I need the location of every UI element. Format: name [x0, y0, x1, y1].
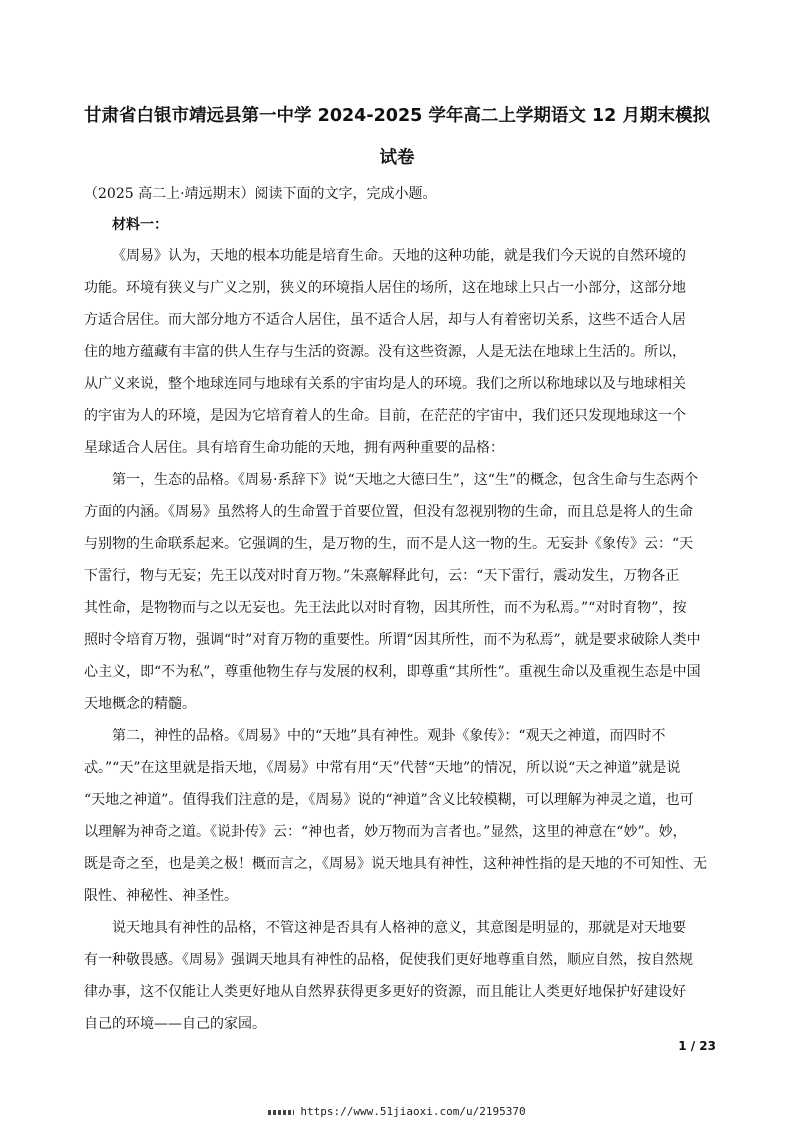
text-line: 天地概念的精髓。 — [84, 696, 196, 712]
text-line: 的宇宙为人的环境，是因为它培育着人的生命。目前，在茫茫的宇宙中，我们还只发现地球这一个 — [84, 408, 686, 424]
text-line: 方面的内涵。《周易》虽然将人的生命置于首要位置，但没有忽视别物的生命，而且总是将人的生命 — [84, 504, 693, 520]
text-line: 心主义，即“不为私”，尊重他物生存与发展的权利，即尊重“其所性”。重视生命以及重视生态是中国 — [84, 664, 701, 680]
text-line: 功能。环境有狭义与广义之别，狭义的环境指人居住的场所，这在地球上只占一小部分，这部分地 — [84, 280, 686, 296]
page-number: 1 / 23 — [678, 1039, 716, 1053]
text-line: 方适合居住。而大部分地方不适合人居住，虽不适合人居，却与人有着密切关系，这些不适合人居 — [84, 312, 686, 328]
text-line: 说天地具有神性的品格，不管这神是否具有人格神的意义，其意图是明显的，那就是对天地要 — [112, 920, 686, 936]
text-line: 限性、神秘性、神圣性。 — [84, 888, 238, 904]
text-line: 以理解为神奇之道。《说卦传》云：“神也者，妙万物而为言者也。”显然，这里的神意在“妙”。妙， — [84, 824, 687, 840]
text-line: 照时令培育万物，强调“时”对育万物的重要性。所谓“因其所性，而不为私焉”，就是要求破除人类中 — [84, 632, 701, 648]
text-line: 有一种敬畏感。《周易》强调天地具有神性的品格，促使我们更好地尊重自然，顺应自然，按自然规 — [84, 952, 693, 968]
source-note: （2025 高二上·靖远期末）阅读下面的文字，完成小题。 — [84, 186, 437, 202]
text-line: 第二，神性的品格。《周易》中的“天地”具有神性。观卦《象传》：“观天之神道，而四时不 — [112, 728, 666, 744]
text-line: 住的地方蕴藏有丰富的供人生存与生活的资源。没有这些资源，人是无法在地球上生活的。所以， — [84, 344, 686, 360]
text-line: 第一，生态的品格。《周易·系辞下》说“天地之大德曰生”，这“生”的概念，包含生命与生态两个 — [112, 472, 699, 488]
footer-url-link[interactable]: https://www.51jiaoxi.com/u/2195370 — [300, 1105, 526, 1118]
text-line: 星球适合人居住。具有培育生命功能的天地，拥有两种重要的品格： — [84, 440, 504, 456]
document-title-line1: 甘肃省白银市靖远县第一中学 2024-2025 学年高二上学期语文 12 月期末模拟 — [84, 106, 710, 126]
text-line: 下雷行，物与无妄；先王以茂对时育万物。”朱熹解释此句，云：“天下雷行，震动发生，万物各正 — [84, 568, 680, 584]
text-line: 其性命，是物物而与之以无妄也。先王法此以对时育物，因其所性，而不为私焉。”“对时育物”，按 — [84, 600, 687, 616]
material-heading: 材料一： — [112, 217, 168, 233]
text-line: 《周易》认为，天地的根本功能是培育生命。天地的这种功能，就是我们今天说的自然环境的 — [112, 248, 686, 264]
text-line: 既是奇之至，也是美之极！概而言之，《周易》说天地具有神性，这种神性指的是天地的不可知性、无 — [84, 856, 707, 872]
text-line: 从广义来说，整个地球连同与地球有关系的宇宙均是人的环境。我们之所以称地球以及与地球相关 — [84, 376, 686, 392]
footer — [0, 1106, 794, 1117]
text-line: 与别物的生命联系起来。它强调的生，是万物的生，而不是人这一物的生。无妄卦《象传》云：“天 — [84, 536, 694, 552]
text-line: “天地之神道”。值得我们注意的是，《周易》说的“神道”含义比较模糊，可以理解为神灵之道，也可 — [84, 792, 694, 808]
watermark-logo-icon — [268, 1110, 294, 1115]
document-title-line2: 试卷 — [379, 148, 415, 168]
text-line: 律办事，这不仅能让人类更好地从自然界获得更多更好的资源，而且能让人类更好地保护好建设好 — [84, 984, 686, 1000]
text-line: 自己的环境——自己的家园。 — [84, 1016, 266, 1032]
text-line: 忒。”“天”在这里就是指天地，《周易》中常有用“天”代替“天地”的情况，所以说“天之神道”就是说 — [84, 760, 681, 776]
